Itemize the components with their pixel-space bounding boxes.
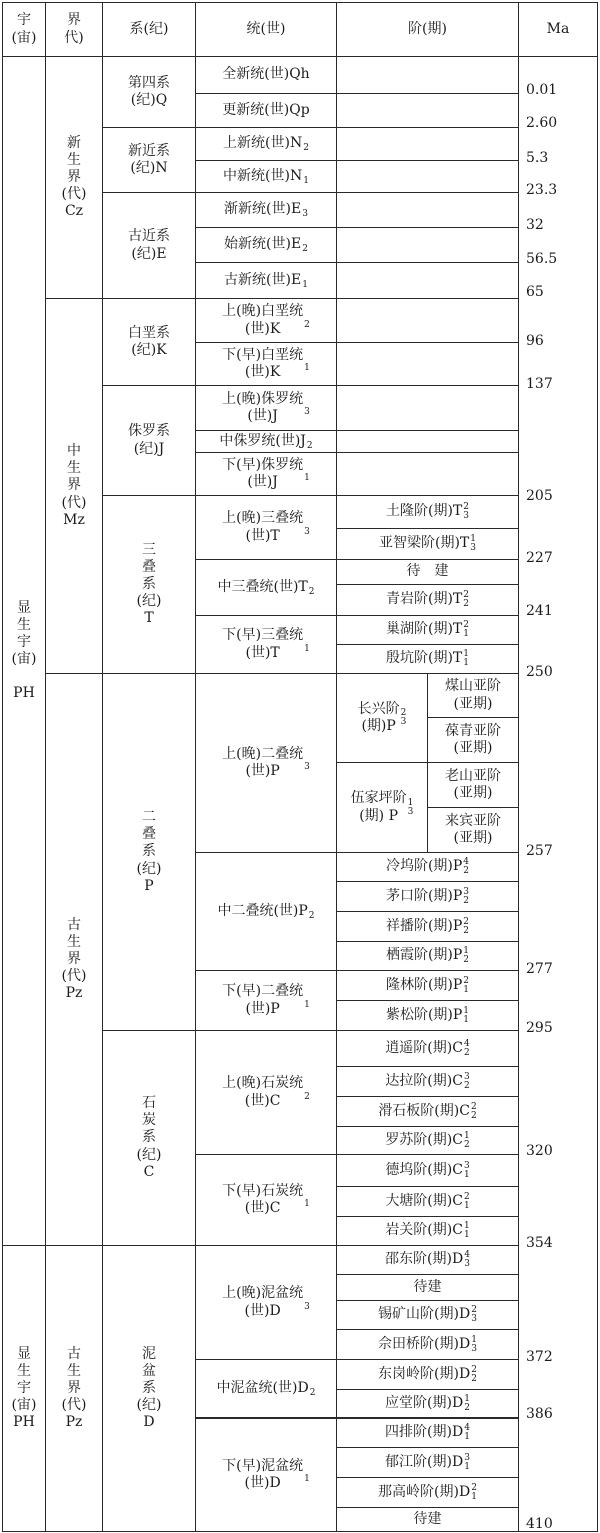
script-index: 2 1 [463, 620, 469, 639]
script-index: 2 [303, 143, 309, 153]
stage-cell: 祥播阶(期)P 2 2 [336, 911, 519, 942]
stage-cell-empty [336, 262, 519, 299]
script-index: 2 [304, 319, 310, 330]
series-cell: 上(晚)二叠统 (世)P 3 [195, 673, 337, 853]
script-index: 3 [304, 526, 310, 537]
series-cell: 始新统(世)E 2 [195, 227, 337, 263]
series-cell: 上(晚)三叠统 (世)T 3 [195, 495, 337, 560]
script-index: 4 1 [464, 1423, 470, 1442]
series-cell: 上(晚)侏罗统 (世)J 3 [195, 385, 337, 431]
script-index: 1 [304, 363, 310, 373]
stage-cell-empty [336, 452, 519, 496]
substage-cell: 老山亚阶 (亚期) [427, 762, 519, 808]
series-cell: 下(早)石炭统 (世)C 1 [195, 1154, 337, 1246]
script-index: 3 [304, 1301, 310, 1312]
stage-cell: 锡矿山阶(期)D 2 3 [336, 1300, 519, 1330]
stage-cell-empty [336, 56, 519, 94]
ma-value: 2.60 [526, 115, 558, 131]
stage-cell: 德坞阶(期)C 3 1 [336, 1154, 519, 1187]
series-cell: 古新统(世)E 1 [195, 262, 337, 299]
era-cell: 中 生 界 (代) Mz [45, 298, 103, 674]
series-cell: 下(早)白垩统 (世)K 1 [195, 342, 337, 386]
stage-cell-empty [336, 298, 519, 343]
script-index: 3 1 [463, 1160, 470, 1180]
series-cell: 中侏罗统(世)J 2 [195, 430, 337, 453]
script-index: 3 2 [463, 1071, 470, 1091]
series-cell: 下(早)泥盆统 (世)D 1 [195, 1418, 337, 1532]
stage-cell-empty [336, 227, 519, 263]
script-index: 1 2 [463, 1130, 470, 1150]
series-cell: 下(早)三叠统 (世)T 1 [195, 615, 337, 674]
ma-value: 205 [526, 488, 553, 504]
eon-cell: 显 生 宇 (宙) PH [2, 56, 46, 1246]
script-index: 2 [302, 244, 308, 254]
series-cell: 上(晚)白垩统 (世)K 2 [195, 298, 337, 343]
ma-value: 354 [526, 1235, 553, 1251]
stage-cell: 待 建 [336, 559, 519, 585]
script-index: 2 [306, 440, 313, 451]
header-era: 界 代) [45, 2, 103, 57]
stage-cell-empty [336, 127, 519, 161]
stage-cell: 待建 [336, 1274, 519, 1301]
substage-cell: 来宾亚阶 (亚期) [427, 807, 519, 853]
ma-value: 23.3 [526, 182, 558, 198]
stage-cell: 佘田桥阶(期)D 1 3 [336, 1329, 519, 1360]
stage-cell: 东岗岭阶(期)D 2 2 [336, 1359, 519, 1390]
script-index: 2 1 [463, 1191, 470, 1211]
script-index: 1 [304, 999, 310, 1010]
series-cell: 下(早)二叠统 (世)P 1 [195, 970, 337, 1031]
stage-cell: 隆林阶(期)P 2 1 [336, 970, 519, 1001]
stage-cell: 青岩阶(期)T 2 2 [336, 584, 519, 616]
script-index: 2 2 [471, 1364, 477, 1384]
ma-value: 96 [526, 333, 544, 349]
series-cell: 上(晚)泥盆统 (世)D 3 [195, 1245, 337, 1360]
ma-value: 320 [526, 1143, 553, 1159]
series-cell: 下(早)侏罗统 (世)J 1 [195, 452, 337, 496]
script-index: 2 3 [463, 502, 469, 521]
ma-value: 56.5 [526, 251, 558, 267]
script-index: 1 1 [463, 649, 469, 668]
stage-cell: 待建 [336, 1507, 519, 1532]
script-index: 3 [304, 762, 310, 772]
ma-value: 241 [526, 603, 553, 619]
system-cell: 第四系 (纪)Q [102, 56, 196, 128]
script-index: 1 [303, 175, 309, 186]
stage-cell-empty [336, 385, 519, 431]
script-index: 1 3 [470, 534, 476, 553]
script-index: 2 1 [471, 1482, 477, 1502]
stage-cell: 冷坞阶(期)P 4 2 [336, 852, 519, 882]
script-index: 1 2 [463, 946, 470, 965]
script-index: 1 [304, 473, 310, 483]
stage-cell: 邵东阶(期)D 4 3 [336, 1245, 519, 1275]
stage-cell: 四排阶(期)D 4 1 [336, 1418, 519, 1448]
system-cell: 古近系 (纪)E [102, 192, 196, 299]
script-index: 1 [304, 1474, 310, 1484]
ma-value: 386 [526, 1406, 553, 1422]
stage-cell: 应堂阶(期)D 1 2 [336, 1389, 519, 1418]
script-index: 4 2 [463, 857, 470, 876]
era-cell: 古 生 界 (代) Pz [45, 1245, 103, 1532]
ma-value: 410 [526, 1516, 553, 1532]
script-index: 1 [302, 279, 308, 290]
script-index: 3 2 [463, 886, 470, 906]
stage-cell: 罗苏阶(期)C 1 2 [336, 1126, 519, 1155]
series-cell: 全新统(世)Qh [195, 56, 337, 94]
stage-cell: 栖霞阶(期)P 1 2 [336, 941, 519, 971]
era-cell: 古 生 界 (代) Pz [45, 673, 103, 1246]
series-cell: 渐新统(世)E 3 [195, 192, 337, 228]
script-index: 3 1 [464, 1452, 470, 1472]
header-series: 统(世) [195, 2, 337, 57]
ma-value: 250 [526, 664, 553, 680]
system-cell: 石 炭 系 (纪) C [102, 1030, 196, 1246]
header-eon: 宇 (宙) [2, 2, 46, 57]
stage-cell: 殷坑阶(期)T 1 1 [336, 644, 519, 674]
script-index: 1 2 [464, 1393, 470, 1413]
system-cell: 新近系 (纪)N [102, 127, 196, 193]
stage-cell-empty [336, 192, 519, 228]
script-index: 2 2 [470, 1101, 477, 1121]
script-index: 1 1 [463, 1005, 470, 1025]
stage-cell-empty [336, 342, 519, 386]
script-index: 2 3 [471, 1305, 477, 1324]
series-cell: 中二叠统(世)P 2 [195, 852, 337, 971]
system-cell: 二 叠 系 (纪) P [102, 673, 196, 1031]
header-stage: 阶(期) [336, 2, 519, 57]
stage-cell-empty [336, 93, 519, 128]
stage-cell: 逍遥阶(期)C 4 2 [336, 1030, 519, 1067]
ma-value: 0.01 [526, 82, 558, 98]
stage-cell-empty [336, 160, 519, 193]
system-cell: 侏罗系 (纪)J [102, 385, 196, 496]
ma-value: 227 [526, 550, 553, 566]
stage-cell: 长兴阶 (期)P 2 3 [336, 673, 428, 763]
substage-cell: 葆青亚阶 (亚期) [427, 717, 519, 763]
ma-value: 257 [526, 843, 553, 859]
stage-cell: 达拉阶(期)C 3 2 [336, 1066, 519, 1097]
stage-cell: 紫松阶(期)P 1 1 [336, 1000, 519, 1031]
ma-value: 277 [526, 961, 553, 977]
stage-cell: 那高岭阶(期)D 2 1 [336, 1477, 519, 1508]
script-index: 2 3 [400, 708, 407, 727]
script-index: 2 1 [463, 975, 470, 995]
ma-value: 65 [526, 284, 544, 300]
script-index: 2 2 [463, 590, 469, 609]
stage-cell: 巢湖阶(期)T 2 1 [336, 615, 519, 645]
script-index: 4 3 [464, 1250, 470, 1269]
script-index: 2 [309, 1387, 316, 1398]
script-index: 2 2 [463, 916, 470, 936]
ma-value: 295 [526, 1020, 553, 1036]
ma-column [518, 56, 598, 1532]
eon-cell: 显 生 宇 (宙) PH [2, 1245, 46, 1532]
script-index: 2 [308, 586, 315, 597]
system-cell: 白垩系 (纪)K [102, 298, 196, 386]
ma-value: 137 [526, 376, 553, 392]
script-index: 2 [308, 910, 315, 921]
stage-cell: 大塘阶(期)C 2 1 [336, 1186, 519, 1217]
header-ma: Ma [518, 2, 598, 57]
ma-value: 5.3 [526, 150, 549, 166]
era-cell: 新 生 界 (代) Cz [45, 56, 103, 299]
series-cell: 中三叠统(世)T 2 [195, 559, 337, 616]
script-index: 1 3 [407, 797, 414, 817]
stage-cell: 岩关阶(期)C 1 1 [336, 1216, 519, 1246]
series-cell: 上新统(世)N 2 [195, 127, 337, 161]
series-cell: 中泥盆统(世)D 2 [195, 1359, 337, 1418]
substage-cell: 煤山亚阶 (亚期) [427, 673, 519, 718]
script-index: 2 [304, 1091, 310, 1102]
stage-cell-empty [336, 430, 519, 453]
script-index: 1 3 [471, 1334, 477, 1354]
script-index: 1 1 [463, 1221, 470, 1240]
stage-cell: 伍家坪阶 (期) P 1 3 [336, 762, 428, 853]
stage-cell: 土隆阶(期)T 2 3 [336, 495, 519, 529]
script-index: 1 [304, 643, 310, 654]
stage-cell: 郁江阶(期)D 3 1 [336, 1447, 519, 1478]
ma-value: 372 [526, 1349, 553, 1365]
system-cell: 三 叠 系 (纪) T [102, 495, 196, 674]
stage-cell: 亚智梁阶(期)T 1 3 [336, 528, 519, 560]
system-cell: 泥 盆 系 (纪) D [102, 1245, 196, 1532]
stage-cell: 茅口阶(期)P 3 2 [336, 881, 519, 912]
script-index: 3 [302, 209, 308, 219]
stage-cell: 滑石板阶(期)C 2 2 [336, 1096, 519, 1127]
series-cell: 中新统(世)N 1 [195, 160, 337, 193]
series-cell: 上(晚)石炭统 (世)C 2 [195, 1030, 337, 1155]
script-index: 1 [304, 1199, 310, 1209]
script-index: 3 [304, 407, 310, 417]
script-index: 4 2 [463, 1038, 470, 1058]
header-system: 系(纪) [102, 2, 196, 57]
series-cell: 更新统(世)Qp [195, 93, 337, 128]
ma-value: 32 [526, 217, 544, 233]
